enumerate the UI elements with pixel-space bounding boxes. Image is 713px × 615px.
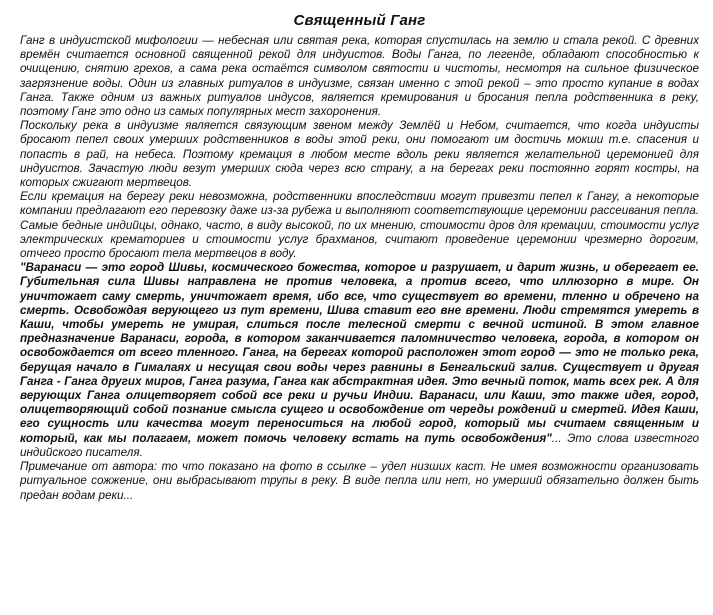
page-title: Священный Ганг [293,12,426,29]
paragraph-intro: Ганг в индуистской мифологии — небесная или святая река, которая спустилась на землю и стала рекой. С древних времён считается основной священной рекой для индуистов. Воды Ганга, по легенде, обладают способностью к очищению, снятию грехов, а сама река остаётся символом святости и чистоты, несмотря на сильное физическое загрязнение воды. Один из главных ритуалов в индуизме, связан именно с этой рекой – это просто купание в водах Ганга. Также одним из важных ритуалов индусов, является кремирования и бросания пепла родственника в реку, поэтому Ганг это одно из самых популярных мест захоронения. [20,34,699,119]
author-note: Примечание от автора: то что показано на фото в ссылке – удел низших каст. Не имея возможности организовать ритуальное сожжение, они выбрасывают трупы в реку. В виде пепла или нет, но умерший обязательно должен быть предан водам реки... [20,460,699,502]
paragraph-cremation: Поскольку река в индуизме является связующим звеном между Землёй и Небом, считается, что когда индуисты бросают пепел своих умерших родственников в воды этой реки, они помогают им достичь мокши т.е. спасения и попасть в рай, на небеса. Поэтому кремация в любом месте вдоль реки является желательной церемонией для индуистов. Зачастую люди везут умерших сюда через всю страну, а на берегах реки постоянно горят костры, на которых сжигают мертвецов. [20,119,699,190]
paragraph-ash-transport: Если кремация на берегу реки невозможна, родственники впоследствии могут привезти пепел к Гангу, а некоторые компании предлагают его перевозку даже из-за рубежа и выполняют соответствующие церемонии рассеивания пепла. Самые бедные индийцы, однако, часто, в виду высокой, по их мнению, стоимости дров для кремации, стоимости услуг электрических крематориев и стоимости услуг брахманов, считают проведение церемонии чрезмерно дорогим, отчего просто бросают тела мертвецов в воду. [20,190,699,261]
quote-paragraph [20,261,699,460]
quote-attribution: ... Это слова известного индийского писателя. [20,431,699,459]
varanasi-quote: "Варанаси — это город Шивы, космического божества, которое и разрушает, и дарит жизнь, и оберегает ее. Губительная сила Шивы направлена не против человека, а против всего, что иллюзорно в мире. Он уничтожает саму смерть, уничтожает время, ибо все, что существует во времени, тленно и обречено на смерть. Освобождая верующего из пут времени, Шива ставит его вне времени. Люди стремятся умереть в Каши, чтобы умереть не умирая, слиться после телесной смерти с вечной истиной. В этом главное предназначение Варанаси, города, в котором заканчивается паломничество человека, города, в котором он освобождается от всего тленного. Ганга, на берегах которой расположен этот город — это не только река, берущая начало в Гималаях и несущая свои воды через равнины в Бенгальский залив. Существует и другая Ганга - Ганга других миров, Ганга разума, Ганга как абстрактная идея. Это вечный поток, мать всех рек. А для верующих Ганга олицетворяет собой все реки и ручьи Индии. Варанаси, или Каши, это также идея, город, олицетворяющий собой познание смысла сущего и освобождение от череды рождений и смертей. Идея Каши, его сущность или качества могут переноситься на любой город, который мы считаем священным и который, как мы полагаем, может помочь человеку встать на путь освобождения" [20,261,699,445]
